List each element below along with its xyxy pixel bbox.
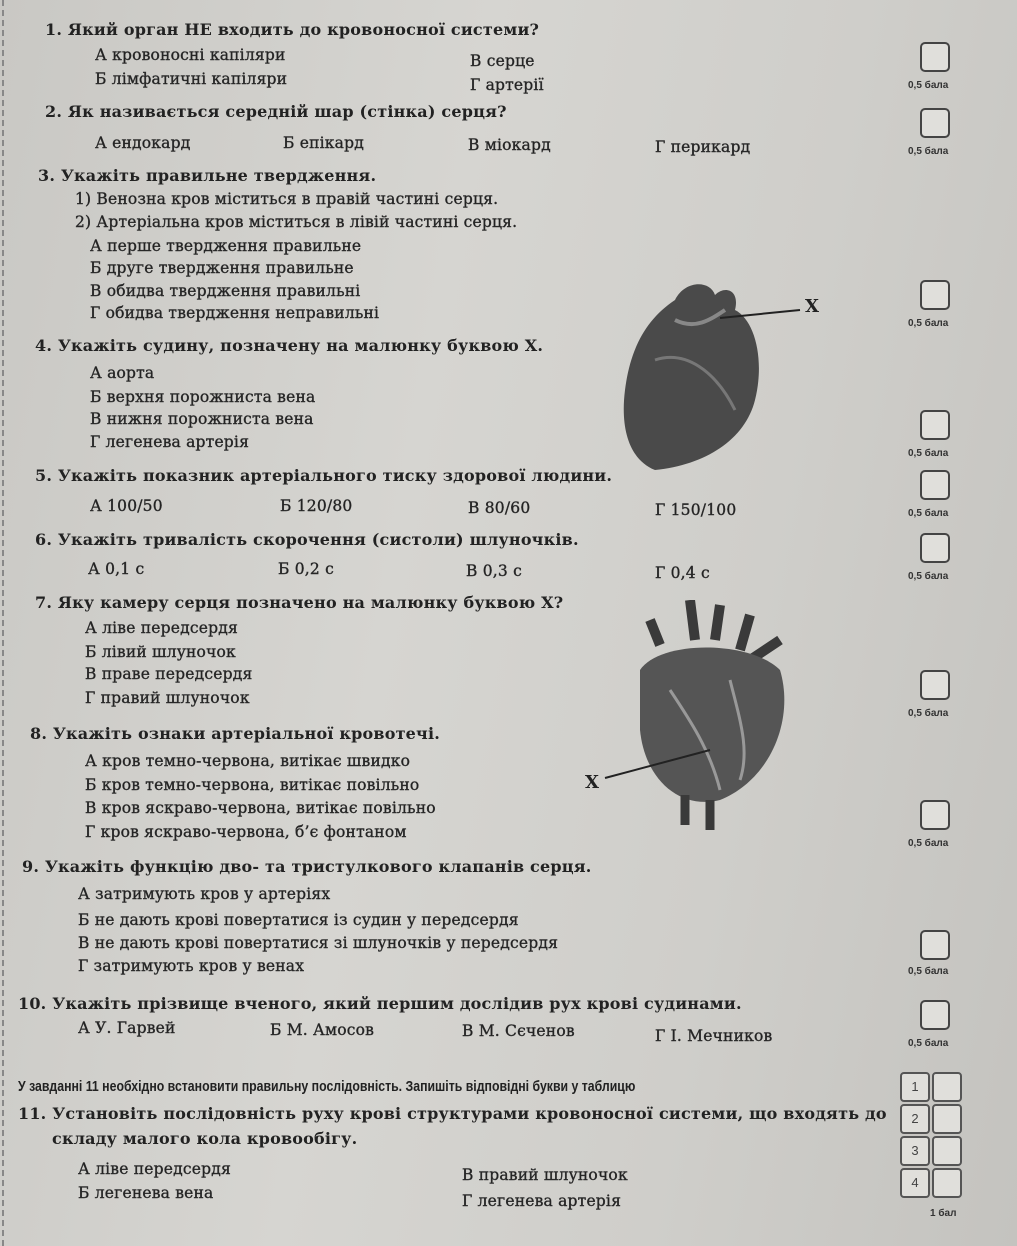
question-title: 4. Укажіть судину, позначену на малюнку буквою Х.	[35, 336, 544, 355]
option-v: В не дають крові повертатися зі шлуночків у передсердя	[78, 934, 559, 952]
order-number-3: 3	[900, 1136, 930, 1166]
option-b: Б верхня порожниста вена	[90, 388, 316, 406]
option-b: Б М. Амосов	[270, 1021, 375, 1039]
question-title: 2. Як називається середній шар (стінка) серця?	[45, 102, 507, 121]
answer-box[interactable]	[920, 533, 950, 563]
figure-label-x: Х	[585, 772, 600, 793]
question-title: 3. Укажіть правильне твердження.	[38, 166, 377, 185]
answer-cell-3[interactable]	[932, 1136, 962, 1166]
page-edge-dashes	[2, 0, 4, 1246]
option-a: А 0,1 с	[88, 560, 145, 578]
score-label: 0,5 бала	[908, 318, 949, 329]
option-a: А кровоносні капіляри	[95, 46, 286, 64]
answer-cell-4[interactable]	[932, 1168, 962, 1198]
option-v: В серце	[470, 52, 535, 70]
option-v: В праве передсердя	[85, 665, 253, 683]
score-label: 0,5 бала	[908, 1038, 949, 1049]
section-instruction: У завданні 11 необхідно встановити правильну послідовність. Запишіть відповідні букви у таблицю	[18, 1078, 636, 1095]
question-title: 10. Укажіть прізвище вченого, який першим дослідив рух крові судинами.	[18, 994, 742, 1013]
answer-cell-2[interactable]	[932, 1104, 962, 1134]
option-a: А затримують кров у артеріях	[78, 885, 331, 903]
option-v: В 0,3 с	[466, 562, 522, 580]
answer-box[interactable]	[920, 470, 950, 500]
answer-box[interactable]	[920, 42, 950, 72]
option-v: В 80/60	[468, 499, 531, 517]
option-h: Г 150/100	[655, 501, 737, 519]
option-h: Г правий шлуночок	[85, 689, 250, 707]
option-a: А ліве передсердя	[85, 619, 238, 637]
order-number-1: 1	[900, 1072, 930, 1102]
option-h: Г легенева артерія	[90, 433, 250, 451]
score-label: 0,5 бала	[908, 708, 949, 719]
question-title-cont: складу малого кола кровообігу.	[52, 1129, 358, 1148]
option-b: Б 0,2 с	[278, 560, 334, 578]
heart-figure-q4	[615, 280, 825, 475]
option-a: А У. Гарвей	[78, 1019, 176, 1037]
answer-cell-1[interactable]	[932, 1072, 962, 1102]
score-label: 0,5 бала	[908, 966, 949, 977]
heart-section-figure-q7	[600, 600, 800, 835]
option-a: А кров темно-червона, витікає швидко	[85, 752, 411, 770]
option-h: Г легенева артерія	[462, 1192, 622, 1210]
score-label: 1 бал	[930, 1208, 957, 1219]
option-a: А ендокард	[95, 134, 191, 152]
option-h: Г кров яскраво-червона, б’є фонтаном	[85, 823, 407, 841]
option-b: Б 120/80	[280, 497, 353, 515]
option-b: Б не дають крові повертатися із судин у передсердя	[78, 911, 519, 929]
option-a: А перше твердження правильне	[90, 237, 362, 255]
answer-box[interactable]	[920, 410, 950, 440]
answer-box[interactable]	[920, 108, 950, 138]
option-h: Г І. Мечников	[655, 1027, 773, 1045]
answer-box[interactable]	[920, 670, 950, 700]
score-label: 0,5 бала	[908, 146, 949, 157]
question-title: 6. Укажіть тривалість скорочення (систоли) шлуночків.	[35, 530, 579, 549]
option-h: Г перикард	[655, 138, 751, 156]
question-title: 5. Укажіть показник артеріального тиску здорової людини.	[35, 466, 613, 485]
option-a: А аорта	[90, 364, 155, 382]
option-h: Г артерії	[470, 76, 544, 94]
option-b: Б лівий шлуночок	[85, 643, 236, 661]
statement-2: 2) Артеріальна кров міститься в лівій частині серця.	[75, 213, 518, 231]
question-title: 8. Укажіть ознаки артеріальної кровотечі.	[30, 724, 441, 743]
score-label: 0,5 бала	[908, 838, 949, 849]
option-v: В кров яскраво-червона, витікає повільно	[85, 799, 436, 817]
score-label: 0,5 бала	[908, 80, 949, 91]
option-h: Г 0,4 с	[655, 564, 710, 582]
option-b: Б епікард	[283, 134, 364, 152]
option-h: Г обидва твердження неправильні	[90, 304, 380, 322]
answer-box[interactable]	[920, 800, 950, 830]
question-title: 7. Яку камеру серця позначено на малюнку буквою Х?	[35, 593, 564, 612]
option-h: Г затримують кров у венах	[78, 957, 305, 975]
option-v: В міокард	[468, 136, 551, 154]
option-v: В М. Сєченов	[462, 1022, 575, 1040]
option-v: В правий шлуночок	[462, 1166, 628, 1184]
option-a: А 100/50	[90, 497, 163, 515]
order-number-4: 4	[900, 1168, 930, 1198]
option-b: Б легенева вена	[78, 1184, 214, 1202]
option-b: Б лімфатичні капіляри	[95, 70, 288, 88]
answer-box[interactable]	[920, 280, 950, 310]
statement-1: 1) Венозна кров міститься в правій частині серця.	[75, 190, 499, 208]
option-v: В нижня порожниста вена	[90, 410, 314, 428]
question-title: 9. Укажіть функцію дво- та тристулкового клапанів серця.	[22, 857, 592, 876]
order-number-2: 2	[900, 1104, 930, 1134]
question-title: 1. Який орган НЕ входить до кровоносної системи?	[45, 20, 540, 39]
option-b: Б кров темно-червона, витікає повільно	[85, 776, 420, 794]
question-title: 11. Установіть послідовність руху крові структурами кровоносної системи, що входять до	[18, 1104, 887, 1123]
answer-box[interactable]	[920, 1000, 950, 1030]
option-b: Б друге твердження правильне	[90, 259, 354, 277]
score-label: 0,5 бала	[908, 571, 949, 582]
answer-box[interactable]	[920, 930, 950, 960]
score-label: 0,5 бала	[908, 508, 949, 519]
option-a: А ліве передсердя	[78, 1160, 231, 1178]
score-label: 0,5 бала	[908, 448, 949, 459]
option-v: В обидва твердження правильні	[90, 282, 361, 300]
figure-label-x: Х	[805, 296, 820, 317]
